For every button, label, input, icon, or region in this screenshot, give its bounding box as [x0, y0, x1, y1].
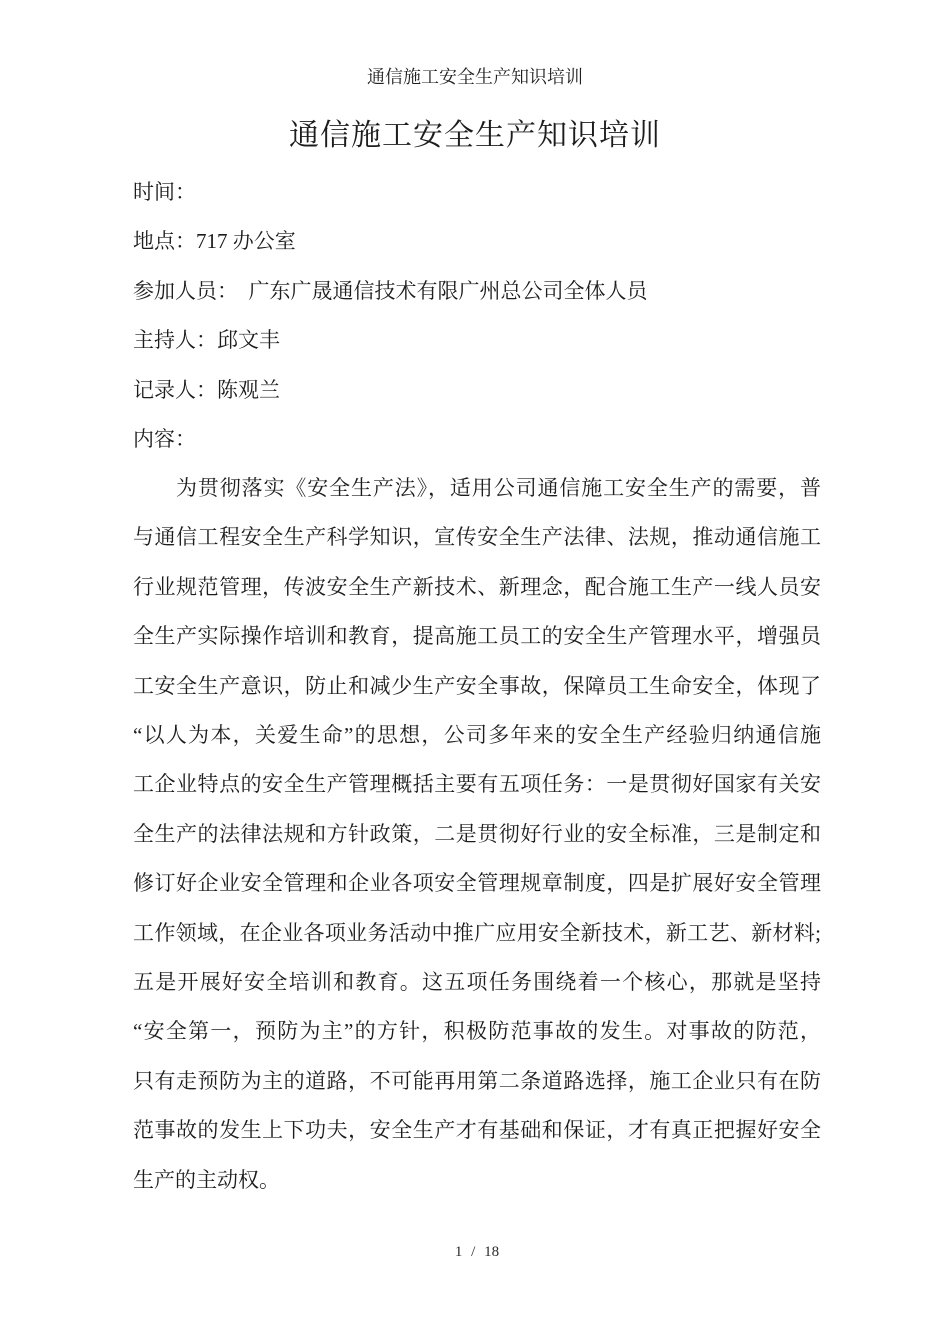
body-line: 全生产的法律法规和方针政策，二是贯彻好行业的安全标准，三是制定和 [133, 821, 821, 846]
body-paragraph [133, 464, 821, 1205]
body-line: 五是开展好安全培训和教育。这五项任务围绕着一个核心，那就是坚持 [133, 970, 821, 995]
body-line: 全生产实际操作培训和教育，提高施工员工的安全生产管理水平，增强员 [133, 624, 821, 649]
running-header: 通信施工安全生产知识培训 [367, 67, 583, 87]
body-line: 工作领域，在企业各项业务活动中推广应用安全新技术，新工艺、新材料; [133, 920, 821, 945]
meta-section [133, 168, 823, 464]
meta-line-host: 主持人：邱文丰 [133, 328, 280, 353]
meta-line-recorder: 记录人：陈观兰 [133, 377, 280, 402]
body-line: “以人为本，关爱生命”的思想，公司多年来的安全生产经验归纳通信施 [133, 723, 821, 748]
meta-line-location: 地点：717 办公室 [133, 229, 296, 254]
body-line: 生产的主动权。 [133, 1167, 280, 1192]
meta-line-participants: 参加人员： 广东广晟通信技术有限广州总公司全体人员 [133, 278, 648, 303]
body-line: 为贯彻落实《安全生产法》，适用公司通信施工安全生产的需要，普 [176, 476, 821, 500]
body-line: 修订好企业安全管理和企业各项安全管理规章制度，四是扩展好安全管理 [133, 871, 821, 896]
document-title: 通信施工安全生产知识培训 [289, 119, 661, 152]
body-line: 只有走预防为主的道路，不可能再用第二条道路选择，施工企业只有在防 [133, 1068, 821, 1093]
body-line: 工安全生产意识，防止和减少生产安全事故，保障员工生命安全，体现了 [133, 673, 821, 698]
meta-line-time: 时间： [133, 180, 196, 204]
page-current: 1 [454, 1244, 463, 1260]
page-separator: / [471, 1244, 476, 1260]
page-number [133, 1243, 821, 1262]
body-line: 行业规范管理，传波安全生产新技术、新理念，配合施工生产一线人员安 [133, 574, 821, 599]
body-line: 工企业特点的安全生产管理概括主要有五项任务：一是贯彻好国家有关安 [133, 772, 821, 797]
body-line: 范事故的发生上下功夫，安全生产才有基础和保证，才有真正把握好安全 [133, 1118, 821, 1143]
page-total: 18 [484, 1244, 500, 1260]
meta-line-content: 内容： [133, 427, 196, 452]
body-line: “安全第一，预防为主”的方针，积极防范事故的发生。对事故的防范， [133, 1019, 821, 1044]
body-line: 与通信工程安全生产科学知识，宣传安全生产法律、法规，推动通信施工 [133, 525, 821, 550]
